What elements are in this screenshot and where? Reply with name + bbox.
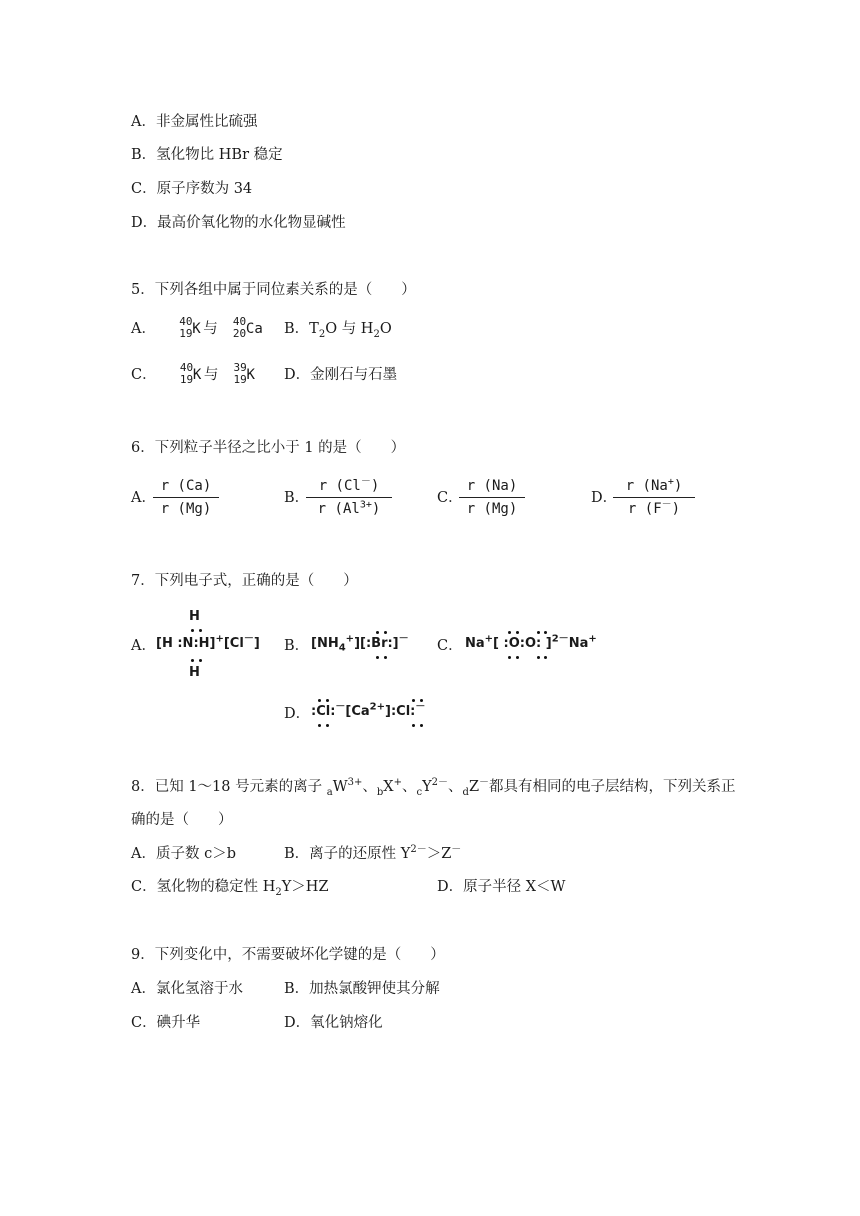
dots [376, 653, 387, 659]
q5-option-d: D．金刚石与石墨 [284, 367, 398, 383]
option-label: C． [131, 367, 157, 383]
connector: 与 [203, 321, 218, 337]
dots [412, 696, 423, 702]
q7-formula-b: $[NH_4^+][:Br:]^-$ [311, 633, 409, 654]
q6-fraction-d: r (Na+) r (F－) [613, 476, 695, 519]
q6-fraction-b: r (Cl－) r $(Al^{3+})$ [306, 476, 392, 519]
q6-label-a: A． [131, 490, 156, 506]
q7-label-b: B． [284, 638, 310, 654]
q7-label-d: D． [284, 706, 311, 722]
q9-stem: 9．下列变化中，不需要破坏化学键的是（ ） [131, 947, 445, 963]
q9-option-d: D．氧化钠熔化 [284, 1015, 383, 1031]
q9-option-c: C．碘升华 [131, 1015, 201, 1031]
q8-option-c: C．氢化物的稳定性 $H_2Y>HZ$ [131, 879, 329, 898]
dots [508, 628, 547, 634]
q7-formula-c: Na+[ :O:O: ]$^{2-}$Na+ [465, 633, 597, 651]
dots [508, 653, 547, 659]
q6-label-b: B． [284, 490, 310, 506]
nuclide-symbol: 40 19 K [179, 315, 201, 340]
q8-option-a: A．质子数 c＞b [131, 846, 236, 862]
q7-formula-d: $:Cl:^-[Ca^{2+}]:Cl:^-$ [311, 701, 426, 719]
q8-option-d: D．原子半径 X＜W [437, 879, 566, 895]
q5-stem: 5．下列各组中属于同位素关系的是（ ） [131, 282, 416, 298]
option-label: A． [131, 321, 156, 337]
q7-formula-a: H [H :N:H]+[Cl－] H [156, 609, 260, 680]
q6-fraction-a: r (Ca) r (Mg) [153, 476, 219, 519]
connector: 与 [203, 367, 219, 383]
dots [191, 656, 202, 662]
nuclide-symbol: 39 19 K [233, 361, 255, 386]
q9-option-b: B．加热氯酸钾使其分解 [284, 981, 440, 997]
q7-label-c: C． [437, 638, 463, 654]
q4-option-d: D．最高价氧化物的水化物显碱性 [131, 215, 346, 231]
q7-stem: 7．下列电子式，正确的是（ ） [131, 573, 358, 589]
q4-option-a: A．非金属性比硫强 [131, 114, 258, 130]
q9-option-a: A．氯化氢溶于水 [131, 981, 243, 997]
q8-stem-line1: 8．已知 1～18 号元素的离子 $_aW^{3+}$、$_b$X+、$_cY^{2-}$、$_d$Z－都具有相同的电子层结构，下列关系正 [131, 777, 736, 798]
q4-option-c: C．原子序数为 34 [131, 181, 253, 197]
nuclide-symbol: 40 19 K [179, 361, 202, 386]
dots [318, 696, 329, 702]
nuclide-symbol: 40 20 Ca [232, 315, 263, 340]
q6-fraction-c: r (Na) r (Mg) [459, 476, 525, 519]
q5-option-b: B．$T_2O$ 与 $H_2O$ [284, 321, 392, 340]
q5-option-c [131, 362, 258, 388]
q6-label-d: D． [591, 490, 618, 506]
dots [376, 628, 387, 634]
dots [191, 626, 202, 632]
q8-option-b: B．离子的还原性 $Y^{2-}>Z^-$ [284, 844, 462, 862]
q7-label-a: A． [131, 638, 156, 654]
q5-option-a [131, 316, 273, 342]
q4-option-b: B．氢化物比 HBr 稳定 [131, 147, 283, 163]
q6-label-c: C． [437, 490, 463, 506]
q6-stem: 6．下列粒子半径之比小于 1 的是（ ） [131, 440, 406, 456]
dots [318, 721, 329, 727]
q8-stem-line2: 确的是（ ） [131, 812, 233, 828]
dots [412, 721, 423, 727]
